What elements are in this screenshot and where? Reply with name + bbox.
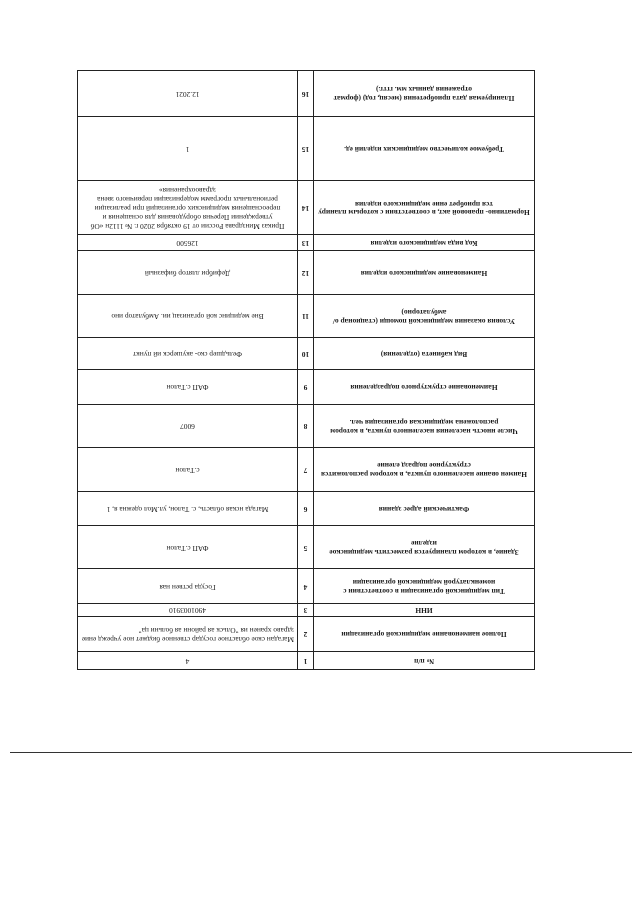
field-number: 5 xyxy=(298,525,314,569)
field-value: с.Талон xyxy=(78,448,298,492)
field-value: ФАП с.Талон xyxy=(78,525,298,569)
field-value: Госуда рствен ная xyxy=(78,569,298,603)
field-number: 11 xyxy=(298,294,314,338)
field-value: 126500 xyxy=(78,235,298,251)
form-row xyxy=(78,448,535,492)
field-value: Фельдшер ско- акушерск ий пункт xyxy=(78,338,298,370)
field-number: 16 xyxy=(298,71,314,117)
field-label: Фактический адрес здания xyxy=(314,491,535,525)
field-number: 1 xyxy=(298,651,314,669)
form-row xyxy=(78,116,535,180)
field-number: 6 xyxy=(298,491,314,525)
field-number: 13 xyxy=(298,235,314,251)
field-number: 7 xyxy=(298,448,314,492)
form-row xyxy=(78,370,535,404)
field-number: 3 xyxy=(298,603,314,617)
field-value: 4 xyxy=(78,651,298,669)
form-row xyxy=(78,404,535,448)
field-label: Наименование медицинского изделия xyxy=(314,251,535,295)
field-value: Магадан ское областное государ ственное бюджет ное учрежд ение здраво хранен ия "Ольск ая районн ая больни ца" xyxy=(78,617,298,651)
field-label: Здание, в котором планируется разместить медицинское изделие xyxy=(314,525,535,569)
field-number: 12 xyxy=(298,251,314,295)
form-row xyxy=(78,603,535,617)
field-label: Полное наименование медицинской организации xyxy=(314,617,535,651)
field-label: Наименование структурного подразделения xyxy=(314,370,535,404)
field-value: ФАП с.Талон xyxy=(78,370,298,404)
field-value: 1 xyxy=(78,116,298,180)
field-number: 4 xyxy=(298,569,314,603)
field-label: Условия оказания медицинской помощи (стационар о/амбулаторно) xyxy=(314,294,535,338)
form-row xyxy=(78,491,535,525)
field-label: Тип медицинской организации в соответствии с номенклатурой медицинской организации xyxy=(314,569,535,603)
form-row xyxy=(78,651,535,669)
form-row xyxy=(78,294,535,338)
field-number: 10 xyxy=(298,338,314,370)
form-row xyxy=(78,525,535,569)
footer-divider-line xyxy=(10,752,632,753)
form-table-body xyxy=(78,71,535,670)
field-number: 14 xyxy=(298,181,314,235)
medical-equipment-form-table xyxy=(77,70,535,670)
field-number: 9 xyxy=(298,370,314,404)
field-label: № п/п xyxy=(314,651,535,669)
field-value: 12.2021 xyxy=(78,71,298,117)
field-number: 2 xyxy=(298,617,314,651)
field-label: Наимен ование населенного пункта, в котором расположится структурное подразд еление xyxy=(314,448,535,492)
field-label: Нормативно- правовой акт, в соответствии с которым планиру тся приобрет ение медицинского изделия xyxy=(314,181,535,235)
field-number: 15 xyxy=(298,116,314,180)
field-value: Вне медицинс кой организац ии. Амбулатор ино xyxy=(78,294,298,338)
field-value: Приказ Минздрава России от 19 октября 2020 г. № 1112н «Об утверждении Перечня оборудования для оснащения и переоснащения медицинских организаций при реализации региональных программ модернизации первичного звена здравоохранения» xyxy=(78,181,298,235)
field-label: ИНН xyxy=(314,603,535,617)
form-row xyxy=(78,181,535,235)
field-label: Вид кабинета (отделения) xyxy=(314,338,535,370)
rotated-document-page xyxy=(77,70,535,670)
field-label: Код вида медицинского изделия xyxy=(314,235,535,251)
field-number: 8 xyxy=(298,404,314,448)
field-value: 4901003910 xyxy=(78,603,298,617)
field-value: 6007 xyxy=(78,404,298,448)
form-row xyxy=(78,569,535,603)
form-row xyxy=(78,251,535,295)
form-row xyxy=(78,235,535,251)
field-label: Числе нность населения населенного пункта, в котором расположена медицинская организация чел. xyxy=(314,404,535,448)
field-label: Планируемая дата приобретения (месяц, год) (формат отражения данных мм. гггг.) xyxy=(314,71,535,117)
field-label: Требуемое количество медицинских изделий ед. xyxy=(314,116,535,180)
form-row xyxy=(78,338,535,370)
field-value: Магада нская область, с. Талон, ул.Мол одежна я, 1 xyxy=(78,491,298,525)
form-row xyxy=(78,71,535,117)
form-row xyxy=(78,617,535,651)
field-value: Дефибри ллятор бифазный xyxy=(78,251,298,295)
